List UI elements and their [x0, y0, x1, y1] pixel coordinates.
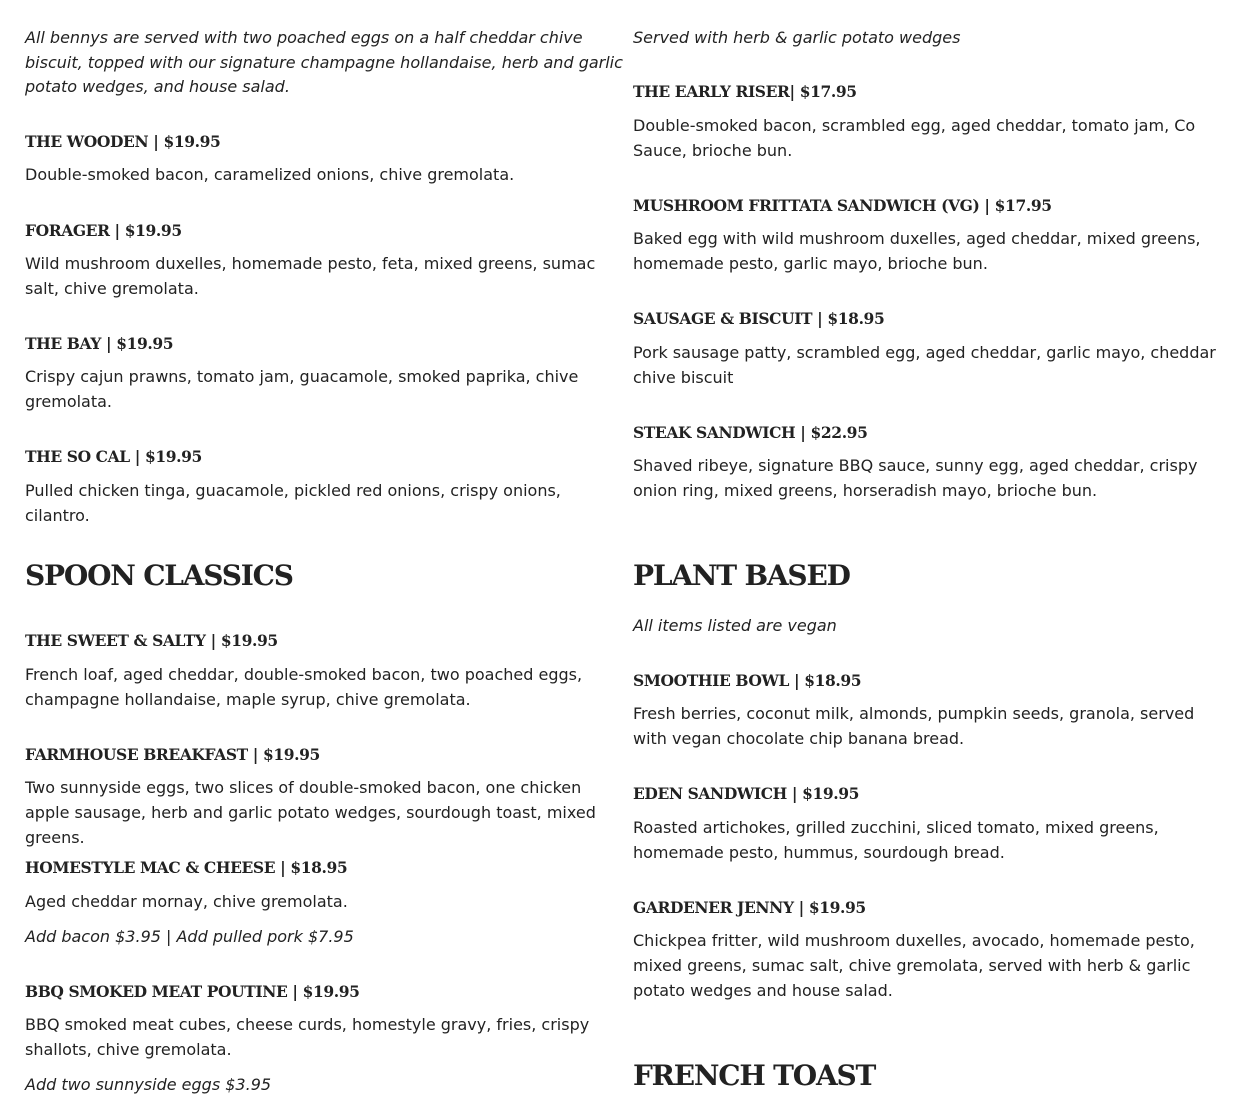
- item-title: SAUSAGE & BISCUIT | $18.95: [633, 309, 885, 328]
- item-description: BBQ smoked meat cubes, cheese curds, homestyle gravy, fries, crispy shallots, chive gremolata.: [25, 1015, 590, 1059]
- item-title: THE BAY | $19.95: [25, 334, 174, 353]
- item-title: THE SO CAL | $19.95: [25, 447, 202, 466]
- item-title: HOMESTYLE MAC & CHEESE | $18.95: [25, 858, 348, 877]
- item-description: Double-smoked bacon, caramelized onions, chive gremolata.: [25, 165, 515, 184]
- item-description: Fresh berries, coconut milk, almonds, pumpkin seeds, granola, served with vegan chocolate chip banana bread.: [633, 704, 1195, 748]
- section-heading-plant-based: PLANT BASED: [633, 559, 850, 592]
- item-title: FARMHOUSE BREAKFAST | $19.95: [25, 745, 320, 764]
- item-description: Two sunnyside eggs, two slices of double-smoked bacon, one chicken apple sausage, herb and garlic potato wedges, sourdough toast, mixed greens.: [25, 778, 596, 847]
- item-title: THE EARLY RISER| $17.95: [633, 82, 857, 101]
- section-heading-spoon-classics: SPOON CLASSICS: [25, 559, 293, 592]
- item-title: GARDENER JENNY | $19.95: [633, 898, 866, 917]
- item-description: Crispy cajun prawns, tomato jam, guacamole, smoked paprika, chive gremolata.: [25, 367, 579, 411]
- item-description: Wild mushroom duxelles, homemade pesto, feta, mixed greens, sumac salt, chive gremolata.: [25, 254, 596, 298]
- item-title: MUSHROOM FRITTATA SANDWICH (VG) | $17.95: [633, 196, 1052, 215]
- section-heading-french-toast: FRENCH TOAST: [633, 1059, 876, 1092]
- item-description: Pulled chicken tinga, guacamole, pickled red onions, crispy onions, cilantro.: [25, 481, 561, 525]
- sandwich-intro: Served with herb & garlic potato wedges: [633, 28, 961, 47]
- item-title: BBQ SMOKED MEAT POUTINE | $19.95: [25, 982, 360, 1001]
- item-description: French loaf, aged cheddar, double-smoked bacon, two poached eggs, champagne hollandaise, maple syrup, chive gremolata.: [25, 665, 583, 709]
- item-add-on-note: Add two sunnyside eggs $3.95: [25, 1075, 272, 1094]
- plant-intro: All items listed are vegan: [633, 616, 837, 635]
- item-description: Baked egg with wild mushroom duxelles, aged cheddar, mixed greens, homemade pesto, garlic mayo, brioche bun.: [633, 229, 1201, 273]
- item-title: THE WOODEN | $19.95: [25, 132, 221, 151]
- item-title: THE SWEET & SALTY | $19.95: [25, 631, 278, 650]
- item-title: STEAK SANDWICH | $22.95: [633, 423, 868, 442]
- item-add-on-note: Add bacon $3.95 | Add pulled pork $7.95: [25, 927, 354, 946]
- item-description: Roasted artichokes, grilled zucchini, sliced tomato, mixed greens, homemade pesto, hummus, sourdough bread.: [633, 818, 1159, 862]
- item-description: Pork sausage patty, scrambled egg, aged cheddar, garlic mayo, cheddar chive biscuit: [633, 343, 1216, 387]
- benny-intro: All bennys are served with two poached eggs on a half cheddar chive biscuit, topped with our signature champagne hollandaise, herb and garlic potato wedges, and house salad.: [25, 28, 623, 96]
- item-title: FORAGER | $19.95: [25, 221, 182, 240]
- item-description: Chickpea fritter, wild mushroom duxelles, avocado, homemade pesto, mixed greens, sumac salt, chive gremolata, served with herb & garlic potato wedges and house salad.: [633, 931, 1195, 1000]
- item-title: EDEN SANDWICH | $19.95: [633, 784, 860, 803]
- item-title: SMOOTHIE BOWL | $18.95: [633, 671, 862, 690]
- item-description: Double-smoked bacon, scrambled egg, aged cheddar, tomato jam, Co Sauce, brioche bun.: [633, 116, 1196, 160]
- item-description: Shaved ribeye, signature BBQ sauce, sunny egg, aged cheddar, crispy onion ring, mixed greens, horseradish mayo, brioche bun.: [633, 456, 1198, 500]
- item-description: Aged cheddar mornay, chive gremolata.: [25, 892, 348, 911]
